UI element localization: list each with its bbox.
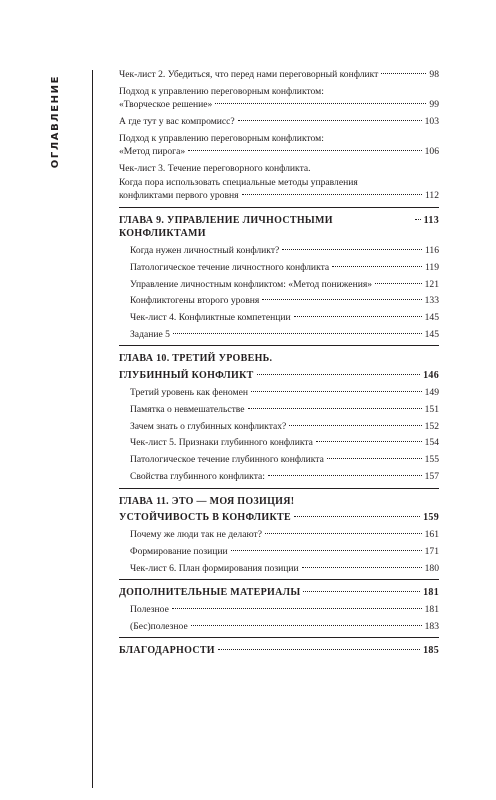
chapter-title: ГЛАВА 9. УПРАВЛЕНИЕ ЛИЧНОСТНЫМИ КОНФЛИКТАМИ [119,214,333,240]
chapter-heading[interactable] [119,495,439,525]
dot-leader [173,333,422,334]
section-divider [119,207,439,208]
toc-entry[interactable] [119,545,439,559]
dot-leader [248,408,422,409]
entry-title: Конфликтогены второго уровня [130,295,260,307]
page-number: 161 [424,529,439,541]
entry-title: Когда пора использовать специальные методы управления [119,176,358,188]
toc-entry[interactable] [119,420,439,434]
entry-title: Чек-лист 2. Убедиться, что перед нами переговорный конфликт [119,69,379,80]
toc-entry[interactable] [119,436,439,450]
table-of-contents [119,68,439,658]
dot-leader [294,516,420,517]
toc-entry[interactable] [119,403,439,417]
dot-leader [302,567,422,568]
entry-title: Чек-лист 5. Признаки глубинного конфликта [130,437,313,449]
entry-title: Подход к управлению переговорным конфликтом: [119,85,324,97]
chapter-title: БЛАГОДАРНОСТИ [119,645,215,657]
entry-title: Полезное [130,604,169,616]
page-number: 98 [429,69,439,80]
chapter-title: ГЛАВА 10. ТРЕТИЙ УРОВЕНЬ. [119,353,273,365]
toc-entry[interactable] [119,470,439,484]
dot-leader [257,374,420,375]
entry-title: Свойства глубинного конфликта: [130,471,265,483]
entry-title: Почему же люди так не делают? [130,529,262,541]
dot-leader [191,625,422,626]
page-number: 145 [424,312,439,324]
toc-entry[interactable] [119,85,439,112]
dot-leader [415,219,421,220]
entry-title: Подход к управлению переговорным конфликтом: [119,132,324,144]
page-number: 181 [423,587,439,599]
toc-entry[interactable] [119,132,439,159]
page-number: 183 [424,620,439,632]
entry-title: Чек-лист 6. План формирования позиции [130,562,299,574]
toc-entry[interactable] [119,68,439,82]
dot-leader [332,266,422,267]
dot-leader [242,194,422,195]
chapter-title: ГЛАВА 11. ЭТО — МОЯ ПОЗИЦИЯ! [119,495,295,507]
entry-title: «Метод пирога» [119,146,186,158]
dot-leader [218,649,420,650]
toc-entry[interactable] [119,562,439,576]
entry-title: Задание 5 [130,328,170,340]
section-divider [119,345,439,346]
dot-leader [231,550,422,551]
page-number: 145 [424,328,439,340]
chapter-heading[interactable] [119,214,439,241]
page-number: 154 [424,437,439,449]
toc-entry[interactable] [119,528,439,542]
chapter-heading[interactable] [119,352,439,382]
entry-title: А где тут у вас компромисс? [119,116,235,128]
entry-title: Патологическое течение глубинного конфликта [130,454,324,466]
entry-title: конфликтами первого уровня [119,190,239,202]
page-number: 106 [424,146,439,158]
toc-entry[interactable] [119,294,439,308]
page-number: 155 [424,454,439,466]
toc-entry[interactable] [119,328,439,342]
page-number: 99 [429,99,439,111]
dot-leader [289,425,421,426]
page-number: 113 [423,214,439,226]
dot-leader [172,608,422,609]
section-divider [119,488,439,489]
page-number: 151 [424,403,439,415]
entry-title: Чек-лист 3. Течение переговорного конфликта. [119,163,311,175]
entry-title: Третий уровень как феномен [130,387,248,399]
entry-title: Чек-лист 4. Конфликтные компетенции [130,312,291,324]
dot-leader [303,591,420,592]
entry-title: Зачем знать о глубинных конфликтах? [130,420,287,432]
toc-entry[interactable] [119,261,439,275]
toc-entry[interactable] [119,453,439,467]
dot-leader [381,73,426,74]
entry-title: Памятка о невмешательстве [130,403,245,415]
entry-title: Управление личностным конфликтом: «Метод понижения» [130,278,373,290]
page-number: 119 [424,261,439,273]
page-number: 133 [424,295,439,307]
dot-leader [188,150,421,151]
dot-leader [282,249,422,250]
toc-entry[interactable] [119,162,439,203]
page-number: 181 [424,604,439,616]
page-number: 116 [424,244,439,256]
dot-leader [265,533,422,534]
entry-title: Когда нужен личностный конфликт? [130,244,280,256]
chapter-title: УСТОЙЧИВОСТЬ В КОНФЛИКТЕ [119,512,291,524]
dot-leader [316,441,422,442]
page-number: 112 [424,190,439,202]
entry-title: Патологическое течение личностного конфликта [130,261,330,273]
section-divider [119,637,439,638]
page-number: 146 [423,370,439,382]
section-divider [119,579,439,580]
entry-title: (Бес)полезное [130,620,188,632]
page-number: 121 [424,278,439,290]
chapter-title: ГЛУБИННЫЙ КОНФЛИКТ [119,370,254,382]
entry-title: «Творческое решение» [119,99,213,111]
toc-entry[interactable] [119,311,439,325]
toc-entry[interactable] [119,244,439,258]
dot-leader [294,316,422,317]
chapter-title: ДОПОЛНИТЕЛЬНЫЕ МАТЕРИАЛЫ [119,587,301,599]
page-number: 103 [424,116,439,128]
toc-entry[interactable] [119,603,439,617]
dot-leader [215,103,426,104]
toc-entry[interactable] [119,278,439,292]
dot-leader [375,283,422,284]
dot-leader [251,391,422,392]
section-side-label: ОГЛАВЛЕНИЕ [50,75,61,169]
toc-entry[interactable] [119,386,439,400]
vertical-rule [92,70,93,788]
toc-entry[interactable] [119,115,439,129]
page-number: 157 [424,471,439,483]
page-number: 152 [424,420,439,432]
chapter-heading[interactable] [119,644,439,658]
page-number: 171 [424,545,439,557]
entry-title: Формирование позиции [130,545,228,557]
toc-entry[interactable] [119,620,439,634]
dot-leader [238,120,422,121]
dot-leader [327,458,422,459]
page-number: 185 [423,645,439,657]
page-number: 180 [424,562,439,574]
page-number: 159 [423,512,439,524]
dot-leader [262,299,421,300]
chapter-heading[interactable] [119,586,439,600]
page-number: 149 [424,387,439,399]
dot-leader [268,475,422,476]
